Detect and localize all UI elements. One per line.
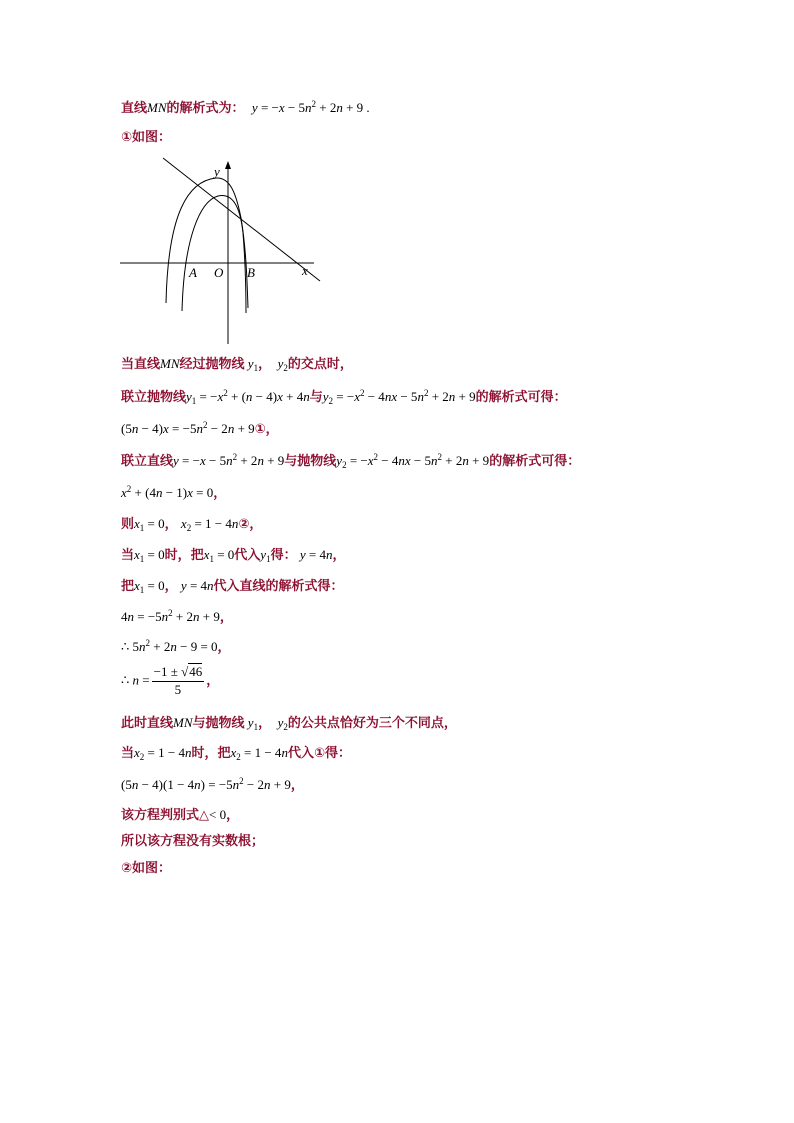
text-line-18: 所以该方程没有实数根； [121, 834, 265, 849]
text-line-14: 此时直线MN与抛物线 $y_1$， $y_2$的公共点恰好为三个不同点， [121, 715, 457, 732]
label-b: B [247, 265, 255, 280]
y-axis-arrow [225, 161, 231, 169]
label-y: y [214, 164, 220, 179]
text-line-1: 直线MN的解析式为： $y = -x - 5n^2 + 2n + 9$ . [121, 99, 370, 116]
text-line-19: ②如图： [121, 861, 172, 876]
parabola-y1 [166, 178, 248, 308]
parabola-line-figure [118, 153, 328, 348]
text-line-15: 当$x_2 = 1 - 4n$时，把$x_2 = 1 - 4n$代入①得： [121, 745, 351, 762]
text-line-8: 则$x_1 = 0$， $x_2 = 1$ − 4n②， [121, 516, 263, 533]
equation: $y = -x - 5n^2 + 2n + 9$ . [251, 99, 370, 115]
text-line-7: $x^2 + (4n - 1)x = 0$， [121, 484, 227, 501]
text-line-10: 把$x_1 = 0$， y = 4n代入直线的解析式得： [121, 578, 344, 595]
label-o: O [214, 265, 224, 280]
text-line-17: 该方程判别式△< 0， [121, 807, 240, 823]
text-line-2: ①如图： [121, 130, 172, 145]
text-line-6: 联立直线$y = -x - 5n^2 + 2n + 9$与抛物线$y_2 = -x^2 - 4nx - 5n^2 + 2n + 9$的解析式可得： [121, 452, 581, 470]
text-line-12: ∴ $5n^2 + 2n - 9 = 0$， [121, 638, 231, 655]
text-line-11: $4n = -5n^2 + 2n + 9$， [121, 608, 233, 625]
parabola-y2 [182, 196, 246, 313]
text-line-4: 联立抛物线$y_1 = -x^2 + (n - 4)x + 4n$与$y_2 = -x^2 - 4nx - 5n^2 + 2n + 9$的解析式可得： [121, 388, 567, 406]
text-line-5: $(5n - 4)x = -5n^2 - 2n$ + 9①， [121, 420, 279, 437]
text-line-13: ∴ n = $\frac{-1 \pm √46}{5}$ ， [121, 664, 220, 697]
fraction: $\frac{-1 \pm √46}{5}$ [153, 664, 203, 697]
label-x: x [302, 263, 308, 278]
label-a: A [189, 265, 197, 280]
text-line-9: 当$x_1 = 0$时，把$x_1 = 0$代入$y_1$得： y = 4n， [121, 547, 346, 564]
text-line-16: $(5n - 4)(1 - 4n) = -5n^2 - 2n + 9$， [121, 776, 304, 793]
text-line-3: 当直线MN经过抛物线 $y_1$， $y_2$的交点时， [121, 356, 353, 373]
